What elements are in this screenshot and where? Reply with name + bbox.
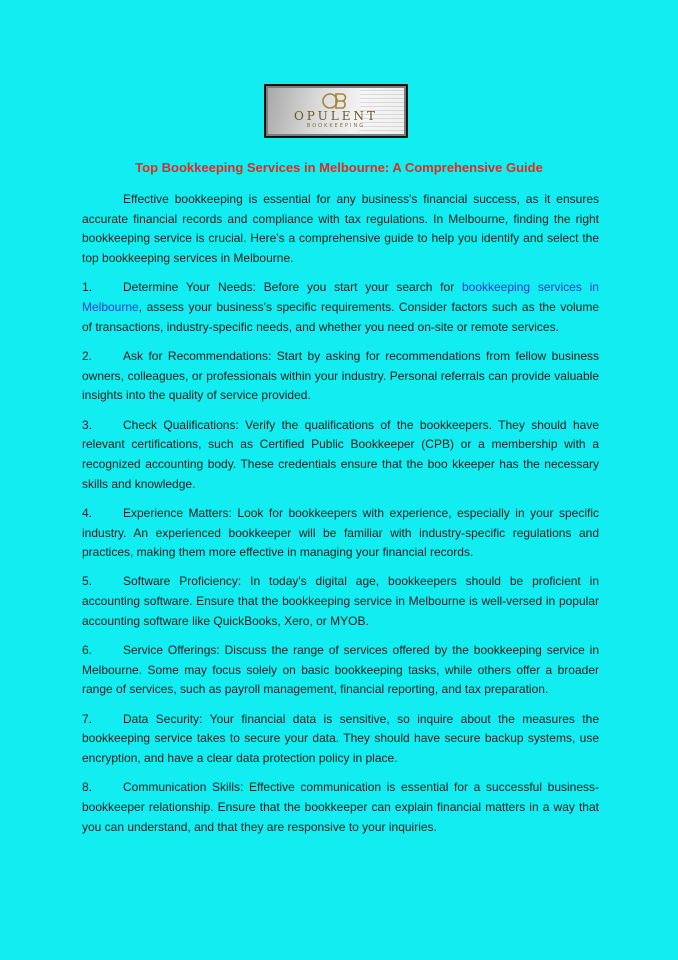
list-item-text: Data Security: Your financial data is sensitive, so inquire about the measures the bookkeeping service takes to secure your data. They should have secure backup systems, use encryption, and have a clear data protection policy in place. bbox=[82, 711, 599, 766]
list-item-text: Experience Matters: Look for bookkeepers with experience, especially in your specific industry. An experienced bookkeeper will be familiar with industry-specific regulations and practices, making them more effective in managing your financial records. bbox=[82, 505, 599, 560]
company-logo bbox=[264, 84, 408, 138]
list-item-text: Communication Skills: Effective communication is essential for a successful business- bookkeeper relationship. Ensure that the bookkeeper can explain financial matters in a way that you can understand, and that they are responsive to your inquiries. bbox=[82, 780, 599, 834]
list-item-7 bbox=[82, 710, 599, 769]
list-item-text: Determine Your Needs: Before you start your search for bbox=[123, 280, 462, 295]
list-item-number: 5. bbox=[82, 574, 93, 589]
article-body bbox=[82, 190, 599, 847]
list-item-number: 4. bbox=[82, 505, 93, 520]
list-item-1 bbox=[82, 278, 599, 337]
list-item-text: , assess your business's specific requirements. Consider factors such as the volume of transactions, industry-specific needs, and whether you need on-site or remote services. bbox=[82, 300, 599, 334]
list-item-text: Software Proficiency: In today's digital age, bookkeepers should be proficient in accounting software. Ensure that the bookkeeping service in Melbourne is well-versed in popular accounting software like QuickBooks, Xero, or MYOB. bbox=[82, 574, 599, 628]
list-item-3 bbox=[82, 416, 599, 495]
list-item-number: 1. bbox=[82, 280, 93, 295]
list-item-text: Ask for Recommendations: Start by asking for recommendations from fellow business owners, colleagues, or professionals within your industry. Personal referrals can provide valuable insights into the quality of service provided. bbox=[82, 348, 599, 403]
list-item-text: Check Qualifications: Verify the qualifications of the bookkeepers. They should have relevant certifications, such as Certified Public Bookkeeper (CPB) or a membership with a recognized accounting body. These credentials ensure that the boo kkeeper has the necessary skills and knowledge. bbox=[82, 417, 599, 491]
list-item-number: 8. bbox=[82, 780, 93, 795]
list-item-number: 6. bbox=[82, 643, 93, 658]
list-item-5 bbox=[82, 572, 599, 631]
list-item-2 bbox=[82, 347, 599, 406]
list-item-number: 3. bbox=[82, 417, 93, 432]
intro-paragraph: Effective bookkeeping is essential for any business's financial success, as it ensures accurate financial records and compliance with tax regulations. In Melbourne, finding the right bookkeeping service is crucial. Here's a comprehensive guide to help you identify and select the top bookkeeping services in Melbourne. bbox=[82, 192, 599, 266]
logo-name: OPULENT bbox=[293, 109, 379, 123]
list-item-number: 7. bbox=[82, 711, 93, 726]
bookkeeping-services-link[interactable]: bookkeeping services in Melbourne bbox=[82, 280, 599, 315]
list-item-6 bbox=[82, 641, 599, 700]
list-item-number: 2. bbox=[82, 348, 93, 363]
list-item-8 bbox=[82, 778, 599, 837]
logo-tagline: BOOKKEEPING bbox=[306, 123, 366, 129]
page-title: Top Bookkeeping Services in Melbourne: A Comprehensive Guide bbox=[135, 160, 543, 175]
list-item-text: Service Offerings: Discuss the range of services offered by the bookkeeping service in Melbourne. Some may focus solely on basic bookkeeping tasks, while others offer a broader range of services, such as payroll management, financial reporting, and tax preparation. bbox=[82, 643, 599, 697]
list-item-4 bbox=[82, 504, 599, 563]
